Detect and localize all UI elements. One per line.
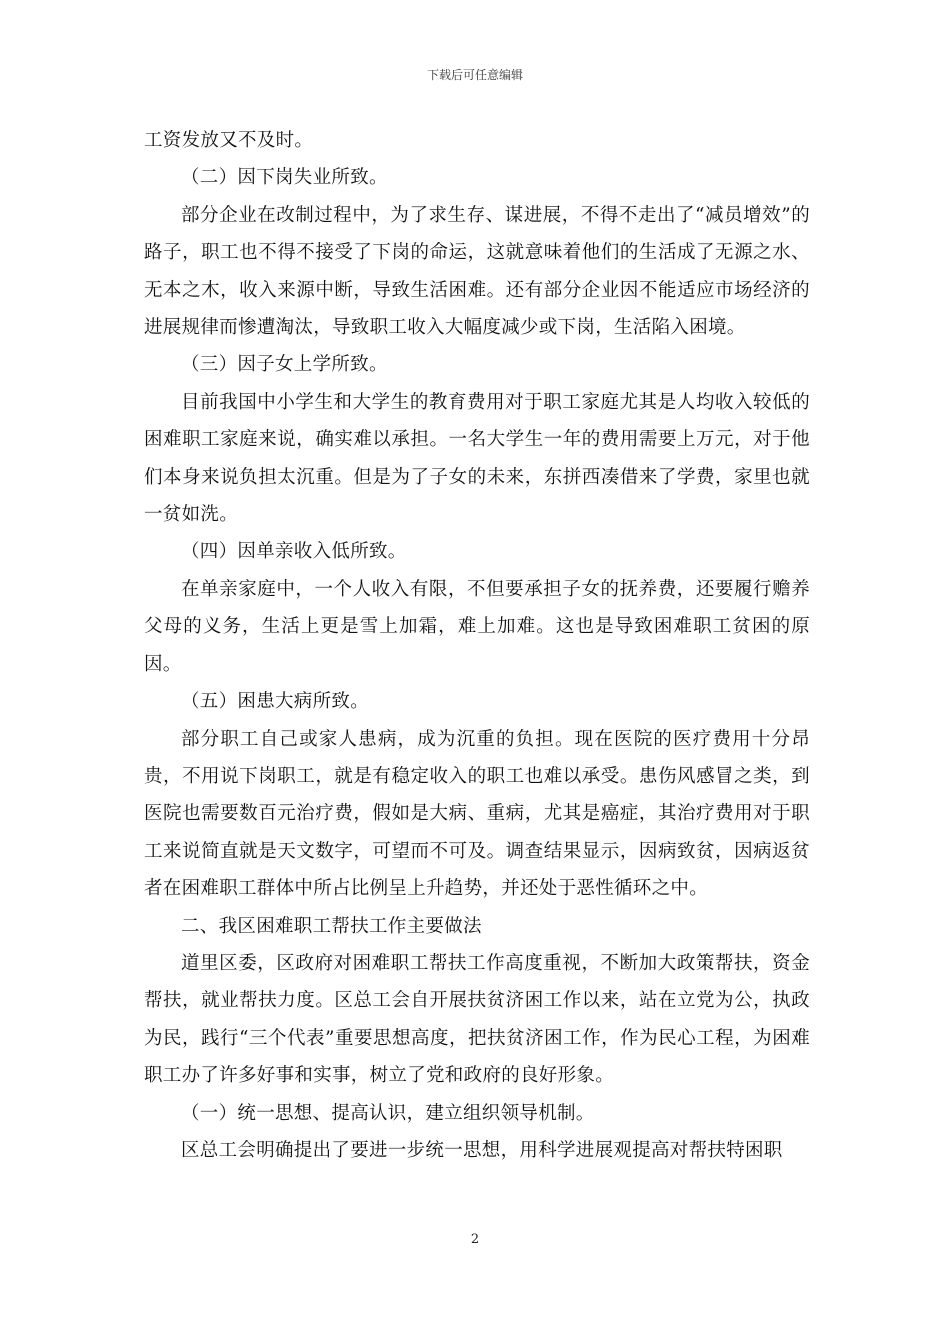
section-heading: （五）困患大病所致。 bbox=[181, 691, 370, 713]
section-heading: （二）因下岗失业所致。 bbox=[181, 167, 388, 189]
paragraph: 道里区委，区政府对困难职工帮扶工作高度重视，不断加大政策帮扶，资金帮扶，就业帮扶力度。区总工会自开展扶贫济困工作以来，站在立党为公，执政为民，践行“三个代表”重要思想高度，把扶贫济困工作，作为民心工程，为困难职工办了许多好事和实事，树立了党和政府的良好形象。 bbox=[144, 952, 810, 1087]
paragraph: 在单亲家庭中，一个人收入有限，不但要承担子女的抚养费，还要履行赡养父母的义务，生活上更是雪上加霜，难上加难。这也是导致困难职工贫困的原因。 bbox=[144, 578, 810, 675]
section-heading: （三）因子女上学所致。 bbox=[181, 354, 388, 376]
page-header: 下载后可任意编辑 bbox=[426, 68, 523, 82]
paragraph: 部分职工自己或家人患病，成为沉重的负担。现在医院的医疗费用十分昂贵，不用说下岗职工，就是有稳定收入的职工也难以承受。患伤风感冒之类，到医院也需要数百元治疗费，假如是大病、重病，尤其是癌症，其治疗费用对于职工来说简直就是天文数字，可望而不可及。调查结果显示，因病致贫，因病返贫者在困难职工群体中所占比例呈上升趋势，并还处于恶性循环之中。 bbox=[144, 728, 810, 900]
paragraph: 区总工会明确提出了要进一步统一思想，用科学进展观提高对帮扶特困职 bbox=[181, 1139, 783, 1161]
chapter-heading: 二、我区困难职工帮扶工作主要做法 bbox=[181, 915, 482, 937]
paragraph: 部分企业在改制过程中，为了求生存、谋进展，不得不走出了“减员增效”的路子，职工也不得不接受了下岗的命运，这就意味着他们的生活成了无源之水、无本之木，收入来源中断，导致生活困难。还有部分企业因不能适应市场经济的进展规律而惨遭淘汰，导致职工收入大幅度减少或下岗，生活陷入困境。 bbox=[144, 204, 810, 339]
document-body bbox=[144, 122, 810, 1169]
paragraph: 工资发放又不及时。 bbox=[144, 130, 314, 151]
section-heading: （一）统一思想、提高认识，建立组织领导机制。 bbox=[181, 1102, 595, 1124]
paragraph: 目前我国中小学生和大学生的教育费用对于职工家庭尤其是人均收入较低的困难职工家庭来说，确实难以承担。一名大学生一年的费用需要上万元，对于他们本身来说负担太沉重。但是为了子女的未来，东拼西凑借来了学费，家里也就一贫如洗。 bbox=[144, 391, 810, 526]
page-number: 2 bbox=[470, 1232, 480, 1247]
section-heading: （四）因单亲收入低所致。 bbox=[181, 541, 407, 563]
